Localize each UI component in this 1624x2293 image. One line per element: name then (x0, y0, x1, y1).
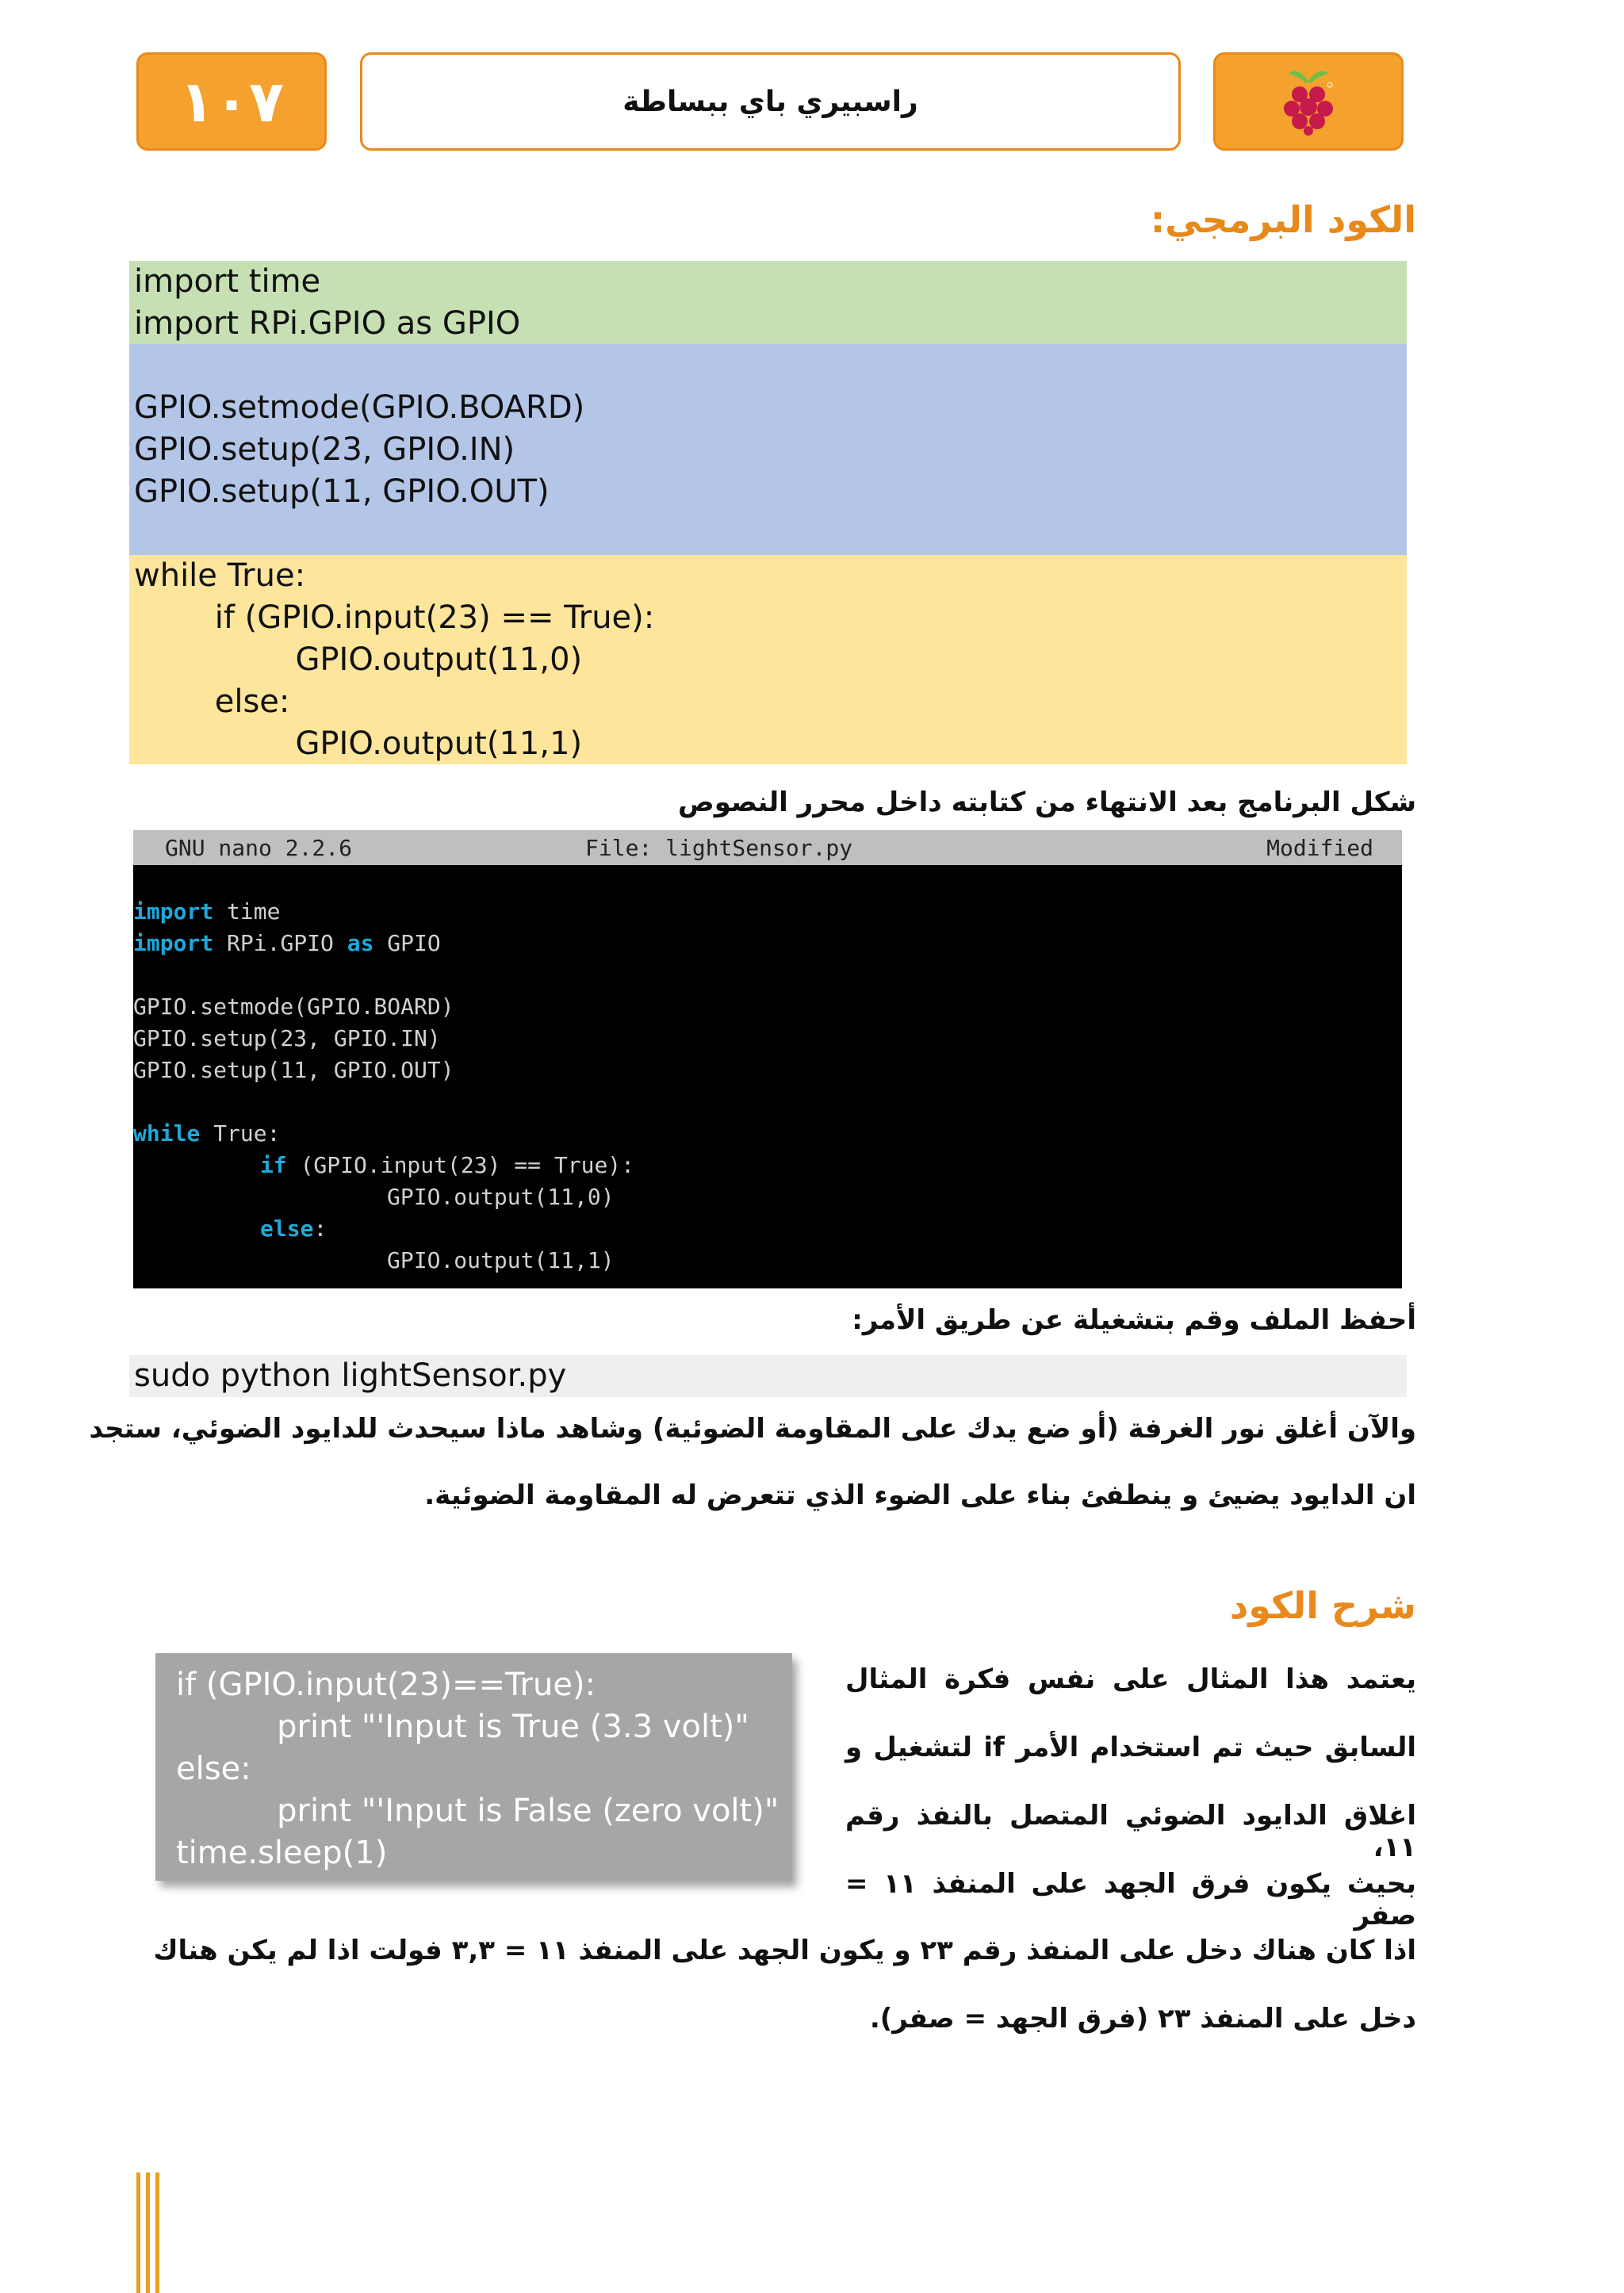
page-number: ١٠٧ (179, 68, 284, 135)
nano-title-bar (133, 830, 1402, 865)
logo-box (1213, 52, 1404, 151)
code-heading: الكود البرمجي: (1150, 198, 1416, 241)
explanation-line: بحيث يكون فرق الجهد على المنفذ ١١ = صفر (845, 1868, 1416, 1931)
code-line: GPIO.output(11,0) (134, 641, 583, 678)
code-line: GPIO.setmode(GPIO.BOARD) (134, 389, 585, 426)
paragraph-line: والآن أغلق نور الغرفة (أو ضع يدك على المقاومة الضوئية) وشاهد ماذا سيحدث للدايود الضوئي، ستجد (89, 1413, 1416, 1445)
explanation-line: اذا كان هناك دخل على المنفذ رقم ٢٣ و يكون الجهد على المنفذ ١١ = ٣,٣ فولت اذا لم يكن هناك (153, 1935, 1416, 1966)
nano-status: Modified (1266, 835, 1373, 861)
editor-caption: شكل البرنامج بعد الانتهاء من كتابته داخل محرر النصوص (677, 787, 1416, 818)
nano-version: GNU nano 2.2.6 (165, 835, 353, 861)
code-line: print "'Input is True (3.3 volt)" (176, 1709, 749, 1745)
code-line: import time (134, 263, 321, 300)
code-block-imports (129, 261, 1407, 344)
terminal-line: GPIO.setup(11, GPIO.OUT) (133, 1057, 454, 1083)
explanation-heading: شرح الكود (1229, 1584, 1416, 1627)
explanation-line: اغلاق الدايود الضوئي المتصل بالنفذ رقم ١١، (845, 1800, 1416, 1863)
terminal-line: import RPi.GPIO as GPIO (133, 930, 441, 956)
terminal-line: GPIO.output(11,0) (387, 1184, 615, 1210)
paragraph-line: ان الدايود يضيئ و ينطفئ بناء على الضوء الذي تتعرض له المقاومة الضوئية. (424, 1480, 1416, 1511)
code-line: else: (134, 683, 290, 720)
terminal-line: GPIO.setmode(GPIO.BOARD) (133, 993, 454, 1020)
explanation-code-box (155, 1653, 792, 1881)
code-line: GPIO.setup(11, GPIO.OUT) (134, 473, 550, 510)
terminal-line: if (GPIO.input(23) == True): (260, 1152, 635, 1178)
code-line: while True: (134, 557, 306, 594)
run-command: sudo python lightSensor.py (129, 1355, 1407, 1397)
code-block-loop (129, 555, 1407, 764)
save-instruction: أحفظ الملف وقم بتشغيلة عن طريق الأمر: (852, 1304, 1416, 1336)
code-line: time.sleep(1) (176, 1835, 388, 1871)
explanation-line: دخل على المنفذ ٢٣ (فرق الجهد = صفر). (869, 2003, 1416, 2035)
book-title: راسبيري باي ببساطة (622, 85, 918, 118)
explanation-line: يعتمد هذا المثال على نفس فكرة المثال (845, 1663, 1416, 1695)
code-block-setup (129, 344, 1407, 555)
code-line: if (GPIO.input(23) == True): (134, 599, 655, 636)
page-number-box (136, 52, 327, 151)
explanation-line: السابق حيث تم استخدام الأمر if لتشغيل و (845, 1732, 1417, 1763)
terminal-line: GPIO.setup(23, GPIO.IN) (133, 1025, 441, 1051)
book-title-box (360, 52, 1181, 151)
code-line: print "'Input is False (zero volt)" (176, 1793, 779, 1829)
nano-filename: File: lightSensor.py (585, 835, 853, 861)
code-line: GPIO.output(11,1) (134, 725, 583, 762)
code-line: import RPi.GPIO as GPIO (134, 305, 521, 342)
code-line: if (GPIO.input(23)==True): (176, 1667, 596, 1703)
code-line: GPIO.setup(23, GPIO.IN) (134, 431, 515, 468)
decorative-lines (136, 2172, 160, 2293)
terminal-line: while True: (133, 1120, 281, 1146)
terminal-line: GPIO.output(11,1) (387, 1247, 615, 1273)
terminal-line: import time (133, 898, 281, 924)
raspberry-pi-icon (1281, 67, 1336, 136)
terminal-line: else: (260, 1215, 327, 1242)
code-line: else: (176, 1751, 251, 1787)
nano-editor-screenshot (133, 830, 1402, 1288)
